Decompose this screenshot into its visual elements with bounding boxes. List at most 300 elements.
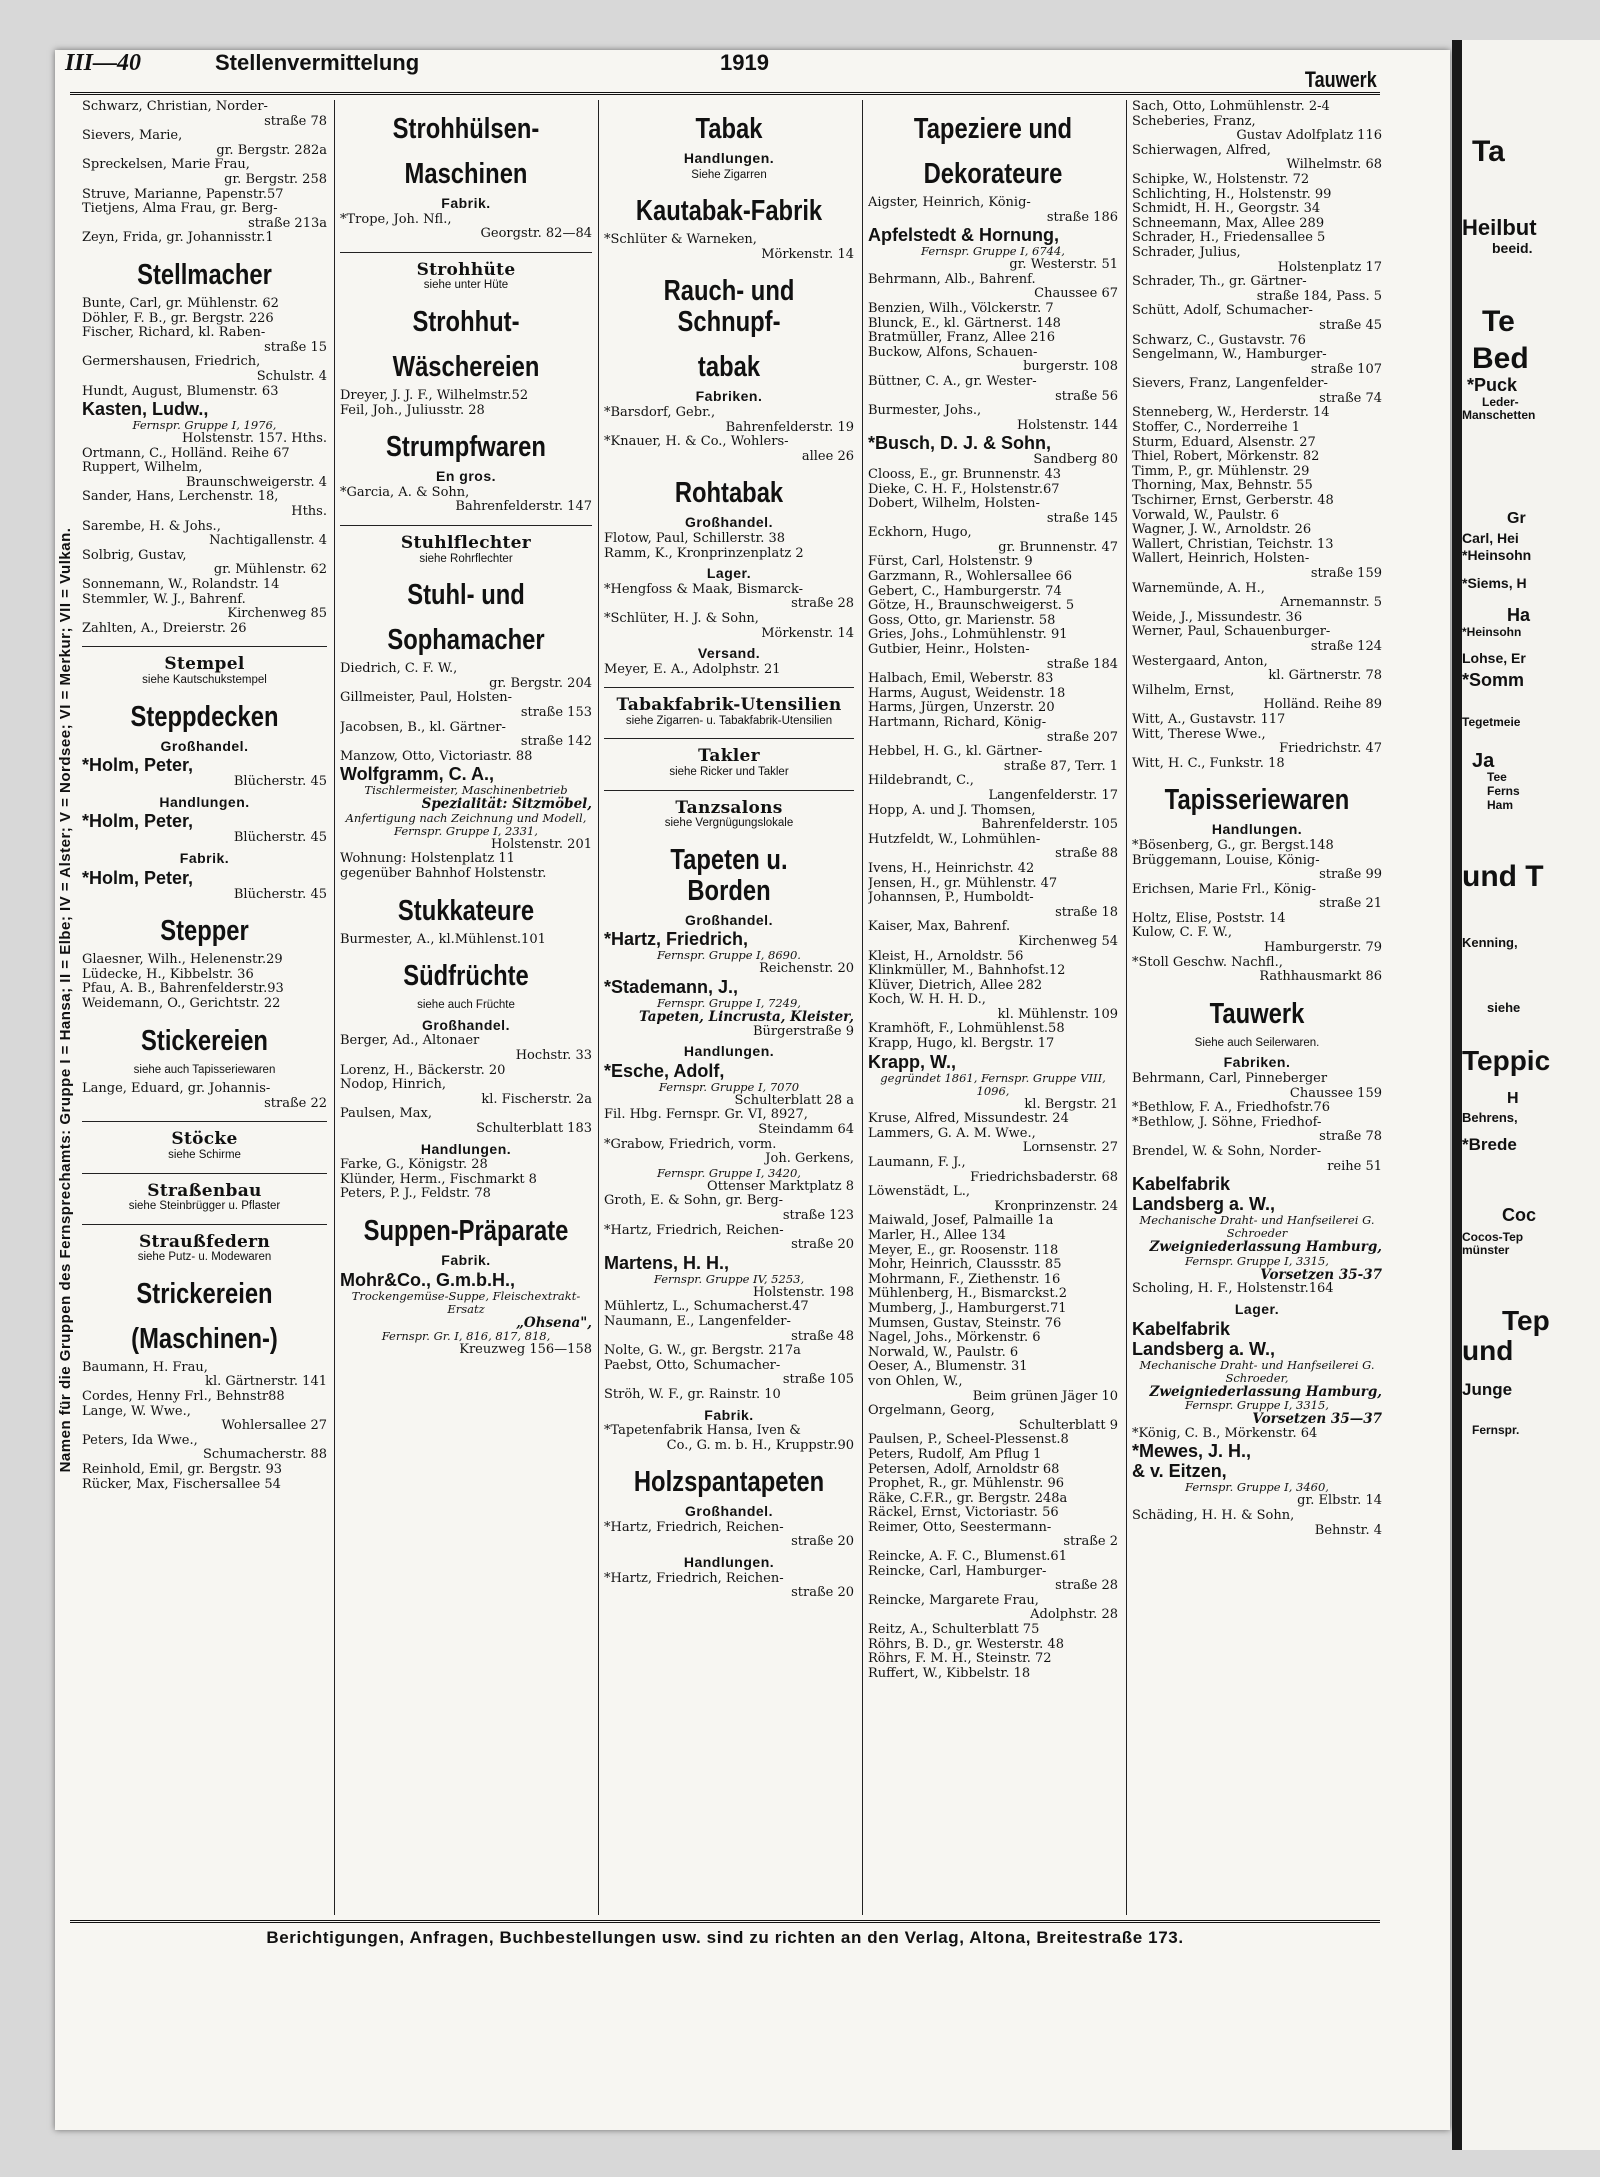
directory-entry (604, 1108, 854, 1137)
entry-name: Goss, Otto, gr. Marienstr. 58 (868, 612, 1056, 628)
directory-entry (82, 622, 327, 637)
entry-name: Reimer, Otto, Seestermann- (868, 1519, 1052, 1535)
adjacent-page-text: Ham (1487, 798, 1514, 812)
directory-entry (1132, 188, 1382, 203)
entry-name: Norwald, W., Paulstr. 6 (868, 1344, 1019, 1360)
entry-name: Reitz, A., Schulterblatt 75 (868, 1622, 1040, 1638)
entry-name: *Hengfoss & Maak, Bismarck- (604, 581, 803, 597)
entry-name: Zeyn, Frida, gr. Johannisstr.1 (82, 230, 274, 246)
entry-name: Harms, Jürgen, Unzerstr. 20 (868, 700, 1055, 716)
entry-name: gegenüber Bahnhof Holstenstr. (340, 866, 547, 882)
see-also-note: siehe Putz- u. Modewaren (137, 1251, 272, 1264)
entry-name: Manzow, Otto, Victoriastr. 88 (340, 748, 533, 764)
subheading: Fabrik. (441, 195, 491, 211)
adjacent-page-text: Manschetten (1462, 408, 1536, 422)
directory-entry (868, 1317, 1118, 1332)
entry-name: Burmester, A., kl.Mühlenst.101 (340, 931, 546, 947)
entry-name: Thiel, Robert, Mörkenstr. 82 (1132, 449, 1320, 465)
entry-name: Witt, H. C., Funkstr. 18 (1132, 755, 1285, 771)
directory-entry (340, 1034, 592, 1063)
entry-name: Ruffert, W., Kibbelstr. 18 (868, 1665, 1031, 1681)
directory-entry (1132, 348, 1382, 377)
directory-entry (82, 1434, 327, 1463)
entry-address: straße 87, Terr. 1 (1003, 758, 1118, 774)
directory-entry (868, 877, 1118, 892)
directory-entry (868, 687, 1118, 702)
directory-entry (82, 997, 327, 1012)
directory-entry (604, 406, 854, 435)
directory-entry (868, 1273, 1118, 1288)
subheading: Handlungen. (159, 793, 250, 810)
entry-name: Gillmeister, Paul, Holsten- (340, 690, 513, 706)
directory-entry (604, 1224, 854, 1253)
entry-name: Erichsen, Marie Frl., König- (1132, 881, 1316, 897)
directory-entry (1132, 100, 1382, 115)
category-heading: Dekorateure (923, 158, 1063, 190)
directory-entry (1132, 436, 1382, 451)
advertiser-detail: Fernspr. Gruppe I, 6744, (921, 244, 1065, 259)
adjacent-page-text: Ta (1472, 135, 1505, 168)
adjacent-page-text: *Heinsohn (1462, 547, 1532, 563)
subheading: Großhandel. (422, 1016, 510, 1033)
entry-name: Struve, Marianne, Papenstr.57 (82, 186, 284, 202)
directory-entry (868, 950, 1118, 965)
directory-entry (868, 614, 1118, 629)
directory-entry (868, 1244, 1118, 1259)
directory-entry (868, 1550, 1118, 1565)
section-divider (340, 252, 592, 253)
entry-address: straße 184, Pass. 5 (1256, 288, 1382, 304)
entry-address: straße 74 (1319, 390, 1382, 406)
directory-entry (868, 1037, 1118, 1052)
advertiser-name: Krapp, W., (868, 1051, 957, 1072)
entry-address: straße 48 (791, 1328, 854, 1344)
entry-name: Jensen, H., gr. Mühlenstr. 47 (868, 875, 1058, 891)
subheading: Lager. (706, 565, 752, 582)
cross-reference-heading: Stuhlflechter (400, 532, 532, 553)
entry-name: Ortmann, C., Holländ. Reihe 67 (82, 445, 290, 461)
entry-name: Nagel, Johs., Mörkenstr. 6 (868, 1330, 1041, 1346)
entry-name: Lange, W. Wwe., (82, 1403, 191, 1419)
adjacent-page-text: Carl, Hei (1462, 530, 1519, 546)
entry-name: Mühlenberg, H., Bismarckst.2 (868, 1286, 1067, 1302)
entry-name: Holtz, Elise, Poststr. 14 (1132, 910, 1286, 926)
directory-entry (82, 520, 327, 549)
see-also-note: siehe auch Tapisseriewaren (133, 1063, 276, 1076)
advertiser-detail: Fernspr. Gruppe I, 3420, (657, 1165, 801, 1180)
category-heading: Maschinen (404, 158, 528, 190)
category-heading: Tauwerk (1209, 997, 1305, 1030)
entry-address: straße 142 (520, 734, 592, 750)
entry-name: Paulsen, Max, (340, 1106, 432, 1122)
cross-reference-heading: Stempel (164, 654, 245, 675)
adjacent-page-text: *Brede (1462, 1135, 1517, 1154)
entry-name: Reinhold, Emil, gr. Bergstr. 93 (82, 1462, 282, 1478)
entry-name: Brendel, W. & Sohn, Norder- (1132, 1144, 1322, 1159)
adjacent-page-text: Ha (1507, 605, 1531, 625)
entry-address: Schulstr. 4 (256, 368, 327, 384)
entry-address: straße 159 (1310, 566, 1382, 581)
entry-name: Solbrig, Gustav, (82, 547, 187, 563)
entry-address: kl. Fischerstr. 2a (481, 1091, 592, 1107)
entry-address: Bahrenfelderstr. 105 (981, 817, 1118, 833)
directory-entry (1132, 479, 1382, 494)
category-heading: Tabak (695, 113, 763, 145)
entry-name: Fischer, Richard, kl. Raben- (82, 325, 266, 341)
adjacent-page-text: Behrens, (1462, 1110, 1518, 1125)
entry-name: Räckel, Ernst, Victoriastr. 56 (868, 1505, 1059, 1521)
directory-entry (340, 1187, 592, 1202)
entry-name: Zahlten, A., Dreierstr. 26 (82, 620, 247, 636)
directory-entry (1132, 956, 1382, 985)
entry-name: Ramm, K., Kronprinzenplatz 2 (604, 545, 804, 561)
entry-address: gr. Elbstr. 14 (1297, 1493, 1382, 1509)
directory-entry (82, 461, 327, 490)
entry-name: Reincke, Carl, Hamburger- (868, 1563, 1047, 1579)
entry-address: Adolphstr. 28 (1030, 1607, 1118, 1623)
entry-name: Diedrich, C. F. W., (340, 661, 458, 677)
adjacent-page-text: Ferns (1487, 784, 1520, 798)
entry-address: straße 124 (1310, 638, 1382, 654)
entry-name: Peters, Rudolf, Am Pflug 1 (868, 1446, 1042, 1462)
directory-entry (868, 1667, 1118, 1682)
entry-address: Schulterblatt 28 a (734, 1092, 854, 1108)
directory-entry (604, 1094, 854, 1109)
entry-name: Fil. Hbg. Fernspr. Gr. VI, 8927, (604, 1107, 808, 1123)
entry-name: Löwenstädt, L., (868, 1184, 971, 1200)
directory-entry (1132, 611, 1382, 626)
entry-name: Spreckelsen, Marie Frau, (82, 157, 250, 173)
directory-entry (868, 1652, 1118, 1667)
directory-entry (868, 404, 1118, 433)
directory-entry (1132, 854, 1382, 883)
directory-entry (82, 1405, 327, 1434)
subheading: Fabriken. (1223, 1054, 1291, 1071)
category-heading: Tapeten u. Borden (670, 843, 788, 907)
advertiser-name: & v. Eitzen, (1132, 1461, 1227, 1482)
entry-name: Lammers, G. A. M. Wwe., (868, 1125, 1036, 1141)
entry-name: *Trope, Joh. Nfl., (340, 211, 452, 227)
entry-name: Garzmann, R., Wohlersallee 66 (868, 569, 1073, 585)
entry-name: Nodop, Hinrich, (340, 1077, 446, 1093)
entry-address: straße 184 (1046, 656, 1118, 672)
entry-address: Lornsenstr. 27 (1022, 1140, 1118, 1156)
column-divider (598, 100, 599, 1915)
category-heading: Strohhut- (412, 305, 520, 338)
entry-name: *Schlüter & Warneken, (604, 232, 757, 248)
directory-entry (604, 532, 854, 547)
entry-name: Röhrs, F. M. H., Steinstr. 72 (868, 1651, 1052, 1667)
see-also-note: siehe Rohrflechter (419, 552, 513, 565)
directory-entry (868, 833, 1118, 862)
directory-entry (604, 962, 854, 977)
entry-address: straße 207 (1046, 729, 1118, 745)
entry-address: Bahrenfelderstr. 147 (455, 499, 592, 515)
adjacent-page-text: *Siems, H (1462, 575, 1527, 591)
advertiser-specialty: Vorsetzen 35—37 (1252, 1411, 1382, 1428)
directory-entry (1132, 1282, 1382, 1297)
directory-entry (1132, 1427, 1382, 1442)
entry-name: Kulow, C. F. W., (1132, 925, 1232, 941)
advertiser-detail: Fernspr. Gruppe I, 1976, (132, 418, 277, 433)
entry-name: Ströh, W. F., gr. Rainstr. 10 (604, 1386, 781, 1402)
entry-name: Pfau, A. B., Bahrenfelderstr.93 (82, 981, 284, 997)
adjacent-page-text: Junge (1462, 1380, 1513, 1399)
entry-address: gr. Bergstr. 282a (216, 142, 327, 158)
directory-entry (868, 920, 1118, 949)
entry-name: Sarembe, H. & Johs., (82, 518, 221, 534)
advertiser-name: Apfelstedt & Hornung, (868, 225, 1059, 246)
subheading: Fabriken. (695, 388, 763, 405)
year-label: 1919 (720, 50, 769, 75)
entry-address: Langenfelderstr. 17 (988, 787, 1118, 803)
entry-address: Sandberg 80 (1033, 452, 1118, 468)
footer-notice: Berichtigungen, Anfragen, Buchbestellungen usw. sind zu richten an den Verlag, Altona, Breitestraße 173. (266, 1928, 1184, 1947)
entry-name: Kruse, Alfred, Missundestr. 24 (868, 1111, 1069, 1127)
entry-name: Marler, H., Allee 134 (868, 1228, 1006, 1243)
directory-entry (1132, 538, 1382, 553)
directory-entry (1132, 883, 1382, 912)
entry-name: Koch, W. H. H. D., (868, 992, 986, 1008)
column-1 (82, 100, 327, 1915)
category-heading: Tapeziere und (913, 113, 1073, 145)
entry-name: Schrader, Th., gr. Gärtner- (1132, 274, 1307, 290)
entry-name: Gries, Johs., Lohmühlenstr. 91 (868, 627, 1068, 643)
entry-address: Braunschweigerstr. 4 (185, 474, 327, 490)
advertiser-name: *Stademann, J., (604, 977, 739, 998)
directory-entry (868, 672, 1118, 687)
entry-name: Stoffer, C., Norderreihe 1 (1132, 420, 1300, 436)
directory-entry (604, 1388, 854, 1403)
directory-entry (868, 1433, 1118, 1448)
entry-name: Döhler, F. B., gr. Bergstr. 226 (82, 310, 274, 326)
entry-name: *Stoll Geschw. Nachfl., (1132, 954, 1283, 970)
directory-entry (868, 643, 1118, 672)
entry-name: Schlichting, H., Holstenstr. 99 (1132, 186, 1332, 202)
entry-name: *Hartz, Friedrich, Reichen- (604, 1222, 784, 1238)
entry-name: Harms, August, Weidenstr. 18 (868, 685, 1066, 701)
entry-address: Chaussee 159 (1289, 1085, 1382, 1101)
entry-address: straße 28 (1055, 1578, 1118, 1594)
directory-entry (82, 549, 327, 578)
directory-entry (82, 129, 327, 158)
directory-entry (868, 1302, 1118, 1317)
entry-name: Scholing, H. F., Holstenstr.164 (1132, 1281, 1334, 1297)
entry-name: Meyer, E. A., Adolphstr. 21 (604, 661, 781, 677)
section-divider (82, 1224, 327, 1225)
category-heading: Sophamacher (387, 624, 545, 657)
entry-name: *Barsdorf, Gebr., (604, 404, 716, 420)
entry-address: straße 213a (248, 215, 327, 231)
adjacent-page-text: *Heinsohn (1462, 625, 1522, 639)
directory-entry (868, 701, 1118, 716)
directory-entry (82, 593, 327, 622)
directory-entry (82, 326, 327, 355)
entry-name: *Grabow, Friedrich, vorm. (604, 1136, 777, 1152)
entry-address: Schulterblatt 183 (476, 1121, 592, 1136)
advertiser-name: Kabelfabrik (1132, 1174, 1231, 1195)
entry-name: Behrmann, Carl, Pinneberger (1132, 1071, 1328, 1087)
see-also-note: siehe Kautschukstempel (142, 674, 267, 686)
directory-entry (868, 1287, 1118, 1302)
entry-name: Groth, E. & Sohn, gr. Berg- (604, 1193, 784, 1209)
directory-entry (1132, 1072, 1382, 1101)
directory-entry (604, 663, 854, 678)
directory-entry (868, 1346, 1118, 1361)
advertiser-detail: Fernspr. Gruppe I, 7070 (658, 1079, 800, 1094)
section-divider (82, 1173, 327, 1174)
entry-name: Schierwagen, Alfred, (1132, 142, 1271, 158)
entry-address: Bahrenfelderstr. 19 (725, 419, 854, 435)
directory-entry (340, 721, 592, 750)
directory-entry (82, 968, 327, 983)
directory-entry (1132, 144, 1382, 173)
advertiser-specialty: Zweigniederlassung Hamburg, (1149, 1239, 1382, 1256)
entry-name: Reincke, A. F. C., Blumenst.61 (868, 1549, 1067, 1565)
directory-entry (1132, 839, 1382, 854)
directory-entry (604, 435, 854, 464)
entry-name: Meyer, E., gr. Roosenstr. 118 (868, 1242, 1059, 1258)
cross-reference-heading: Stöcke (171, 1129, 238, 1150)
directory-entry (1132, 231, 1382, 246)
directory-entry (1132, 173, 1382, 188)
entry-name: Aigster, Heinrich, König- (868, 195, 1031, 210)
entry-address: straße 88 (1055, 846, 1118, 862)
column-2 (340, 100, 592, 1915)
entry-address: Blücherstr. 45 (233, 886, 327, 902)
subheading: Handlungen. (683, 1554, 775, 1571)
entry-address: Schumacherstr. 88 (202, 1447, 327, 1463)
entry-name: Laumann, F. J., (868, 1155, 966, 1171)
entry-address: straße 105 (782, 1372, 854, 1388)
directory-entry (1132, 713, 1382, 728)
entry-address: Hochstr. 33 (515, 1048, 592, 1064)
entry-name: Dreyer, J. J. F., Wilhelmstr.52 (340, 387, 529, 403)
entry-name: Schwarz, Christian, Norder- (82, 100, 268, 114)
directory-entry (868, 1185, 1118, 1214)
directory-entry (604, 1424, 854, 1453)
see-also-note: siehe Ricker und Takler (669, 766, 789, 779)
entry-name: Brüggemann, Louise, König- (1132, 852, 1320, 868)
adjacent-page-text: Ja (1472, 750, 1495, 772)
directory-entry (1132, 1494, 1382, 1509)
advertiser-name: Kasten, Ludw., (82, 399, 209, 420)
entry-name: Westergaard, Anton, (1132, 653, 1268, 669)
entry-name: Sengelmann, W., Hamburger- (1132, 347, 1327, 363)
entry-name: *Tapetenfabrik Hansa, Iven & (604, 1423, 801, 1439)
directory-entry (340, 867, 592, 882)
entry-address: straße 20 (791, 1534, 854, 1550)
category-heading: tabak (697, 351, 761, 384)
entry-address: Schulterblatt 9 (1018, 1417, 1118, 1433)
entry-address: Ottenser Marktplatz 8 (707, 1178, 854, 1194)
directory-entry (1132, 202, 1382, 217)
directory-entry (340, 1078, 592, 1107)
directory-entry (82, 231, 327, 246)
section-divider (604, 738, 854, 739)
directory-entry (868, 745, 1118, 774)
directory-entry (82, 385, 327, 400)
directory-entry (1132, 1101, 1382, 1116)
directory-entry (868, 1360, 1118, 1375)
entry-name: Naumann, E., Langenfelder- (604, 1313, 791, 1329)
entry-name: Schütt, Adolf, Schumacher- (1132, 303, 1313, 319)
entry-name: Hartmann, Richard, König- (868, 715, 1047, 730)
directory-entry (604, 1300, 854, 1315)
entry-address: straße 56 (1055, 388, 1118, 404)
directory-entry (868, 570, 1118, 585)
entry-address: straße 107 (1310, 361, 1382, 377)
entry-address: straße 2 (1063, 1534, 1118, 1550)
entry-name: Sturm, Eduard, Alsenstr. 27 (1132, 434, 1316, 450)
directory-entry (82, 432, 327, 447)
entry-address: straße 145 (1046, 510, 1118, 526)
advertiser-detail: Fernspr. Gruppe I, 3315, (1185, 1253, 1329, 1268)
entry-name: Mumberg, J., Hamburgerst.71 (868, 1300, 1067, 1316)
subheading: Großhandel. (685, 911, 773, 928)
entry-name: Petersen, Adolf, Arnoldstr 68 (868, 1461, 1060, 1477)
directory-entry (1132, 450, 1382, 465)
entry-name: Benzien, Wilh., Völckerstr. 7 (868, 300, 1054, 316)
section-divider (340, 525, 592, 526)
entry-name: Reincke, Margarete Frau, (868, 1592, 1039, 1608)
directory-entry (1132, 912, 1382, 927)
entry-name: Buckow, Alfons, Schauen- (868, 344, 1038, 360)
adjacent-page-text: H (1507, 1090, 1519, 1107)
directory-entry (868, 1098, 1118, 1113)
entry-name: Paulsen, P., Scheel-Plessenst.8 (868, 1432, 1069, 1448)
directory-entry (868, 453, 1118, 468)
directory-entry (604, 1286, 854, 1301)
directory-entry (868, 1022, 1118, 1037)
category-heading: Stellmacher (137, 258, 272, 291)
section-divider (604, 687, 854, 688)
entry-address: Friedrichstr. 47 (1279, 741, 1382, 757)
entry-name: Weide, J., Missundestr. 36 (1132, 609, 1303, 625)
directory-entry (82, 578, 327, 593)
category-heading: Stukkateure (397, 894, 535, 927)
page-number: III—40 (65, 50, 142, 76)
entry-name: Hundt, August, Blumenstr. 63 (82, 383, 279, 399)
entry-address: kl. Mühlenstr. 109 (997, 1006, 1118, 1022)
adjacent-page-text: Tep (1502, 1305, 1550, 1336)
entry-name: Schäding, H. H. & Sohn, (1132, 1507, 1295, 1523)
subheading: Lager. (1234, 1300, 1280, 1317)
entry-address: Wohlersallee 27 (221, 1418, 327, 1434)
advertiser-name: *Hartz, Friedrich, (604, 929, 749, 950)
entry-address: Reichenstr. 20 (759, 961, 854, 977)
adjacent-page-text: Leder- (1482, 395, 1519, 409)
entry-address: Bürgerstraße 9 (752, 1023, 854, 1039)
entry-address: straße 21 (1319, 896, 1382, 912)
entry-name: Peters, P. J., Feldstr. 78 (340, 1186, 491, 1202)
directory-entry (604, 1521, 854, 1550)
directory-entry (868, 804, 1118, 833)
advertiser-name: *Holm, Peter, (82, 755, 194, 776)
directory-entry (340, 852, 592, 867)
entry-name: Sach, Otto, Lohmühlenstr. 2-4 (1132, 100, 1330, 114)
entry-name: Klinkmüller, M., Bahnhofst.12 (868, 963, 1066, 979)
directory-entry (340, 1158, 592, 1173)
entry-name: Schmidt, H. H., Georgstr. 34 (1132, 201, 1321, 217)
entry-name: Weidemann, O., Gerichtstr. 22 (82, 995, 281, 1011)
subheading: Fabrik. (179, 849, 230, 866)
adjacent-page-text: Tee (1487, 770, 1507, 784)
directory-entry (868, 196, 1118, 225)
entry-name: Sonnemann, W., Rolandstr. 14 (82, 577, 280, 593)
entry-address: reihe 51 (1327, 1158, 1382, 1174)
entry-name: Wallert, Christian, Teichstr. 13 (1132, 536, 1334, 552)
